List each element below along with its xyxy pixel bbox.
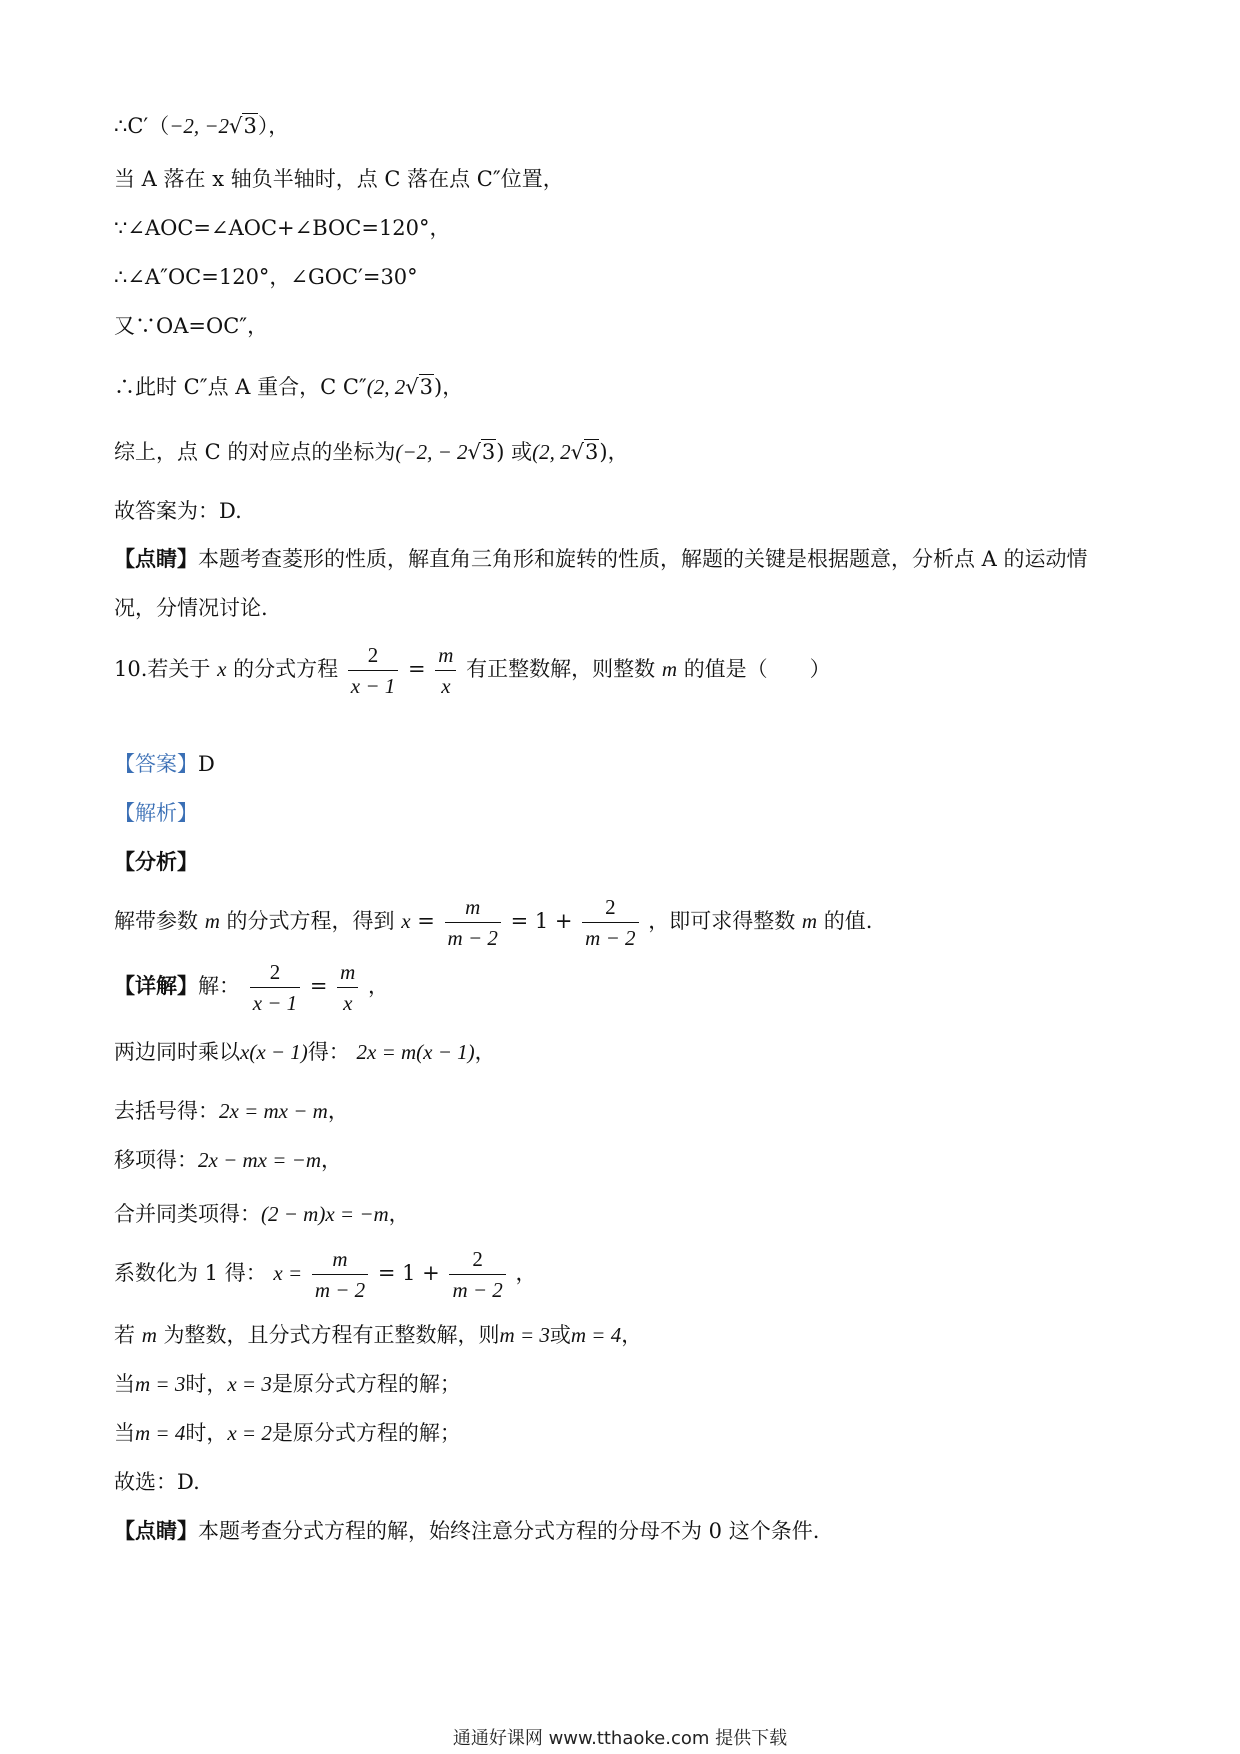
analysis-tag: 【解析】 — [114, 801, 198, 825]
line-a-negative-axis: 当 A 落在 x 轴负半轴时，点 C 落在点 C″位置， — [114, 167, 564, 191]
line-dianjing-10: 【点睛】本题考查分式方程的解，始终注意分式方程的分母不为 0 这个条件. — [114, 1518, 820, 1543]
line-fenxi-body: 解带参数 m 的分式方程，得到 x = $\frac{m}{m - 2}$ = 1 + $\frac{2}{m - 2}$ ，即可求得整数 m 的值. — [114, 892, 872, 953]
fenxi-tag: 【分析】 — [114, 849, 198, 874]
page-footer: 通通好课网 www.tthaoke.com 提供下载 — [452, 1728, 788, 1749]
line-m-equals-4: 当m = 4时，x = 2是原分式方程的解； — [114, 1421, 461, 1445]
line-angle-aoc: ∵∠AOC=∠AOC+∠BOC=120°， — [114, 216, 451, 240]
fraction: $\frac{2}{x - 1}$ — [348, 640, 399, 701]
question-10: 10.若关于 x 的分式方程 $\frac{2}{x - 1}$ = $\frac{m}{x}$ 有正整数解，则整数 m 的值是（ ） — [114, 640, 831, 701]
line-multiply: 两边同时乘以x(x − 1)得： 2x = m(x − 1)， — [114, 1040, 496, 1064]
line-oa-equals: 又∵OA=OC″， — [114, 314, 269, 338]
line-choose-d: 故选：D. — [114, 1470, 200, 1494]
line-transpose: 移项得：2x − mx = −m， — [114, 1148, 342, 1172]
line-answer-9: 故答案为：D. — [114, 499, 242, 523]
fraction: $\frac{m}{m - 2}$ — [312, 1244, 368, 1305]
answer-line: 【答案】D — [114, 752, 215, 776]
fraction: $\frac{2}{m - 2}$ — [582, 892, 638, 953]
line-integer-m: 若 m 为整数，且分式方程有正整数解，则m = 3或m = 4， — [114, 1323, 643, 1347]
fraction: $\frac{m}{x}$ — [435, 640, 456, 701]
line-combine: 合并同类项得：(2 − m)x = −m， — [114, 1202, 410, 1226]
fraction: $\frac{m}{m - 2}$ — [445, 892, 501, 953]
line-dianjing-9: 【点睛】本题考查菱形的性质，解直角三角形和旋转的性质，解题的关键是根据题意，分析点 A 的运动情 — [114, 546, 1088, 571]
line-c-prime-coord: ∴C′（−2, −2√3）， — [114, 114, 290, 138]
line-c-double-prime: ∴此时 C″点 A 重合，C C″(2, 2√3)， — [114, 375, 464, 399]
options-row — [114, 700, 1014, 730]
fraction: $\frac{2}{m - 2}$ — [449, 1244, 505, 1305]
line-remove-parens: 去括号得：2x = mx − m， — [114, 1099, 349, 1123]
line-m-equals-3: 当m = 3时，x = 3是原分式方程的解； — [114, 1372, 461, 1396]
line-xiangjie: 【详解】解： $\frac{2}{x - 1}$ = $\frac{m}{x}$ ， — [114, 957, 389, 1018]
line-angle-a-double-prime: ∴∠A″OC=120°，∠GOC′=30° — [114, 265, 418, 289]
fraction: $\frac{m}{x}$ — [337, 957, 358, 1018]
line-summary: 综上，点 C 的对应点的坐标为(−2, − 2√3) 或(2, 2√3)， — [114, 440, 629, 464]
fraction: $\frac{2}{x - 1}$ — [250, 957, 301, 1018]
line-coefficient: 系数化为 1 得： x = $\frac{m}{m - 2}$ = 1 + $\frac{2}{m - 2}$ ， — [114, 1244, 537, 1305]
line-dianjing-9-cont: 况，分情况讨论. — [114, 596, 268, 620]
